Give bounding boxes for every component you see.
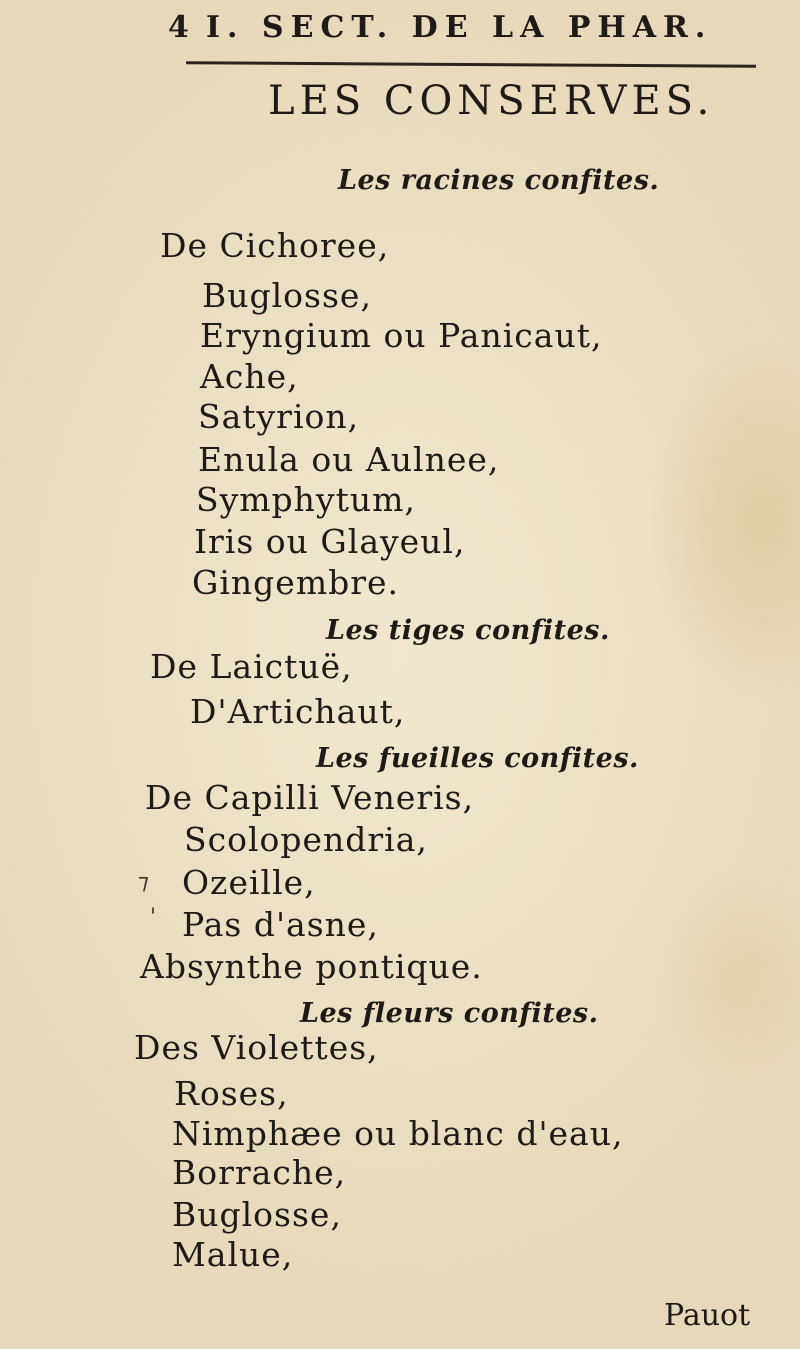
section-heading-roots: Les racines confites. [338,165,660,196]
page-title: LES CONSERVES. [268,78,715,124]
catchword: Pauot [664,1298,751,1333]
page-header [168,10,728,60]
list-item: Borrache, [172,1153,347,1192]
margin-mark: ' [150,905,157,930]
list-item: Scolopendria, [184,820,428,859]
running-head: I. SECT. DE LA PHAR. [206,10,713,45]
list-item: Nimphæe ou blanc d'eau, [172,1114,624,1153]
header-rule [186,61,756,67]
list-item: Symphytum, [196,480,416,519]
list-item: De Capilli Veneris, [145,778,475,817]
section-heading-flowers: Les fleurs confites. [300,998,599,1029]
list-item: Buglosse, [172,1195,342,1234]
list-item: Gingembre. [192,563,400,602]
margin-mark: ⁊ [138,870,149,895]
list-item: Buglosse, [202,276,372,315]
list-item: Roses, [174,1074,289,1113]
list-item: Ache, [200,357,299,396]
list-item: De Laictuë, [150,647,353,686]
list-item: Malue, [172,1235,294,1274]
list-item: Enula ou Aulnee, [198,440,500,479]
list-item: Ozeille, [182,863,316,902]
list-item: Des Violettes, [134,1028,379,1067]
section-heading-stems: Les tiges confites. [326,615,610,646]
list-item: Satyrion, [198,397,360,436]
list-item: Pas d'asne, [182,905,379,944]
section-heading-leaves: Les fueilles confites. [316,743,639,774]
list-item: Absynthe pontique. [140,947,483,986]
list-item: Eryngium ou Panicaut, [200,316,603,355]
list-item: Iris ou Glayeul, [194,522,466,561]
list-item: De Cichoree, [160,226,390,265]
page-number: 4 [168,10,195,45]
list-item: D'Artichaut, [190,692,406,731]
